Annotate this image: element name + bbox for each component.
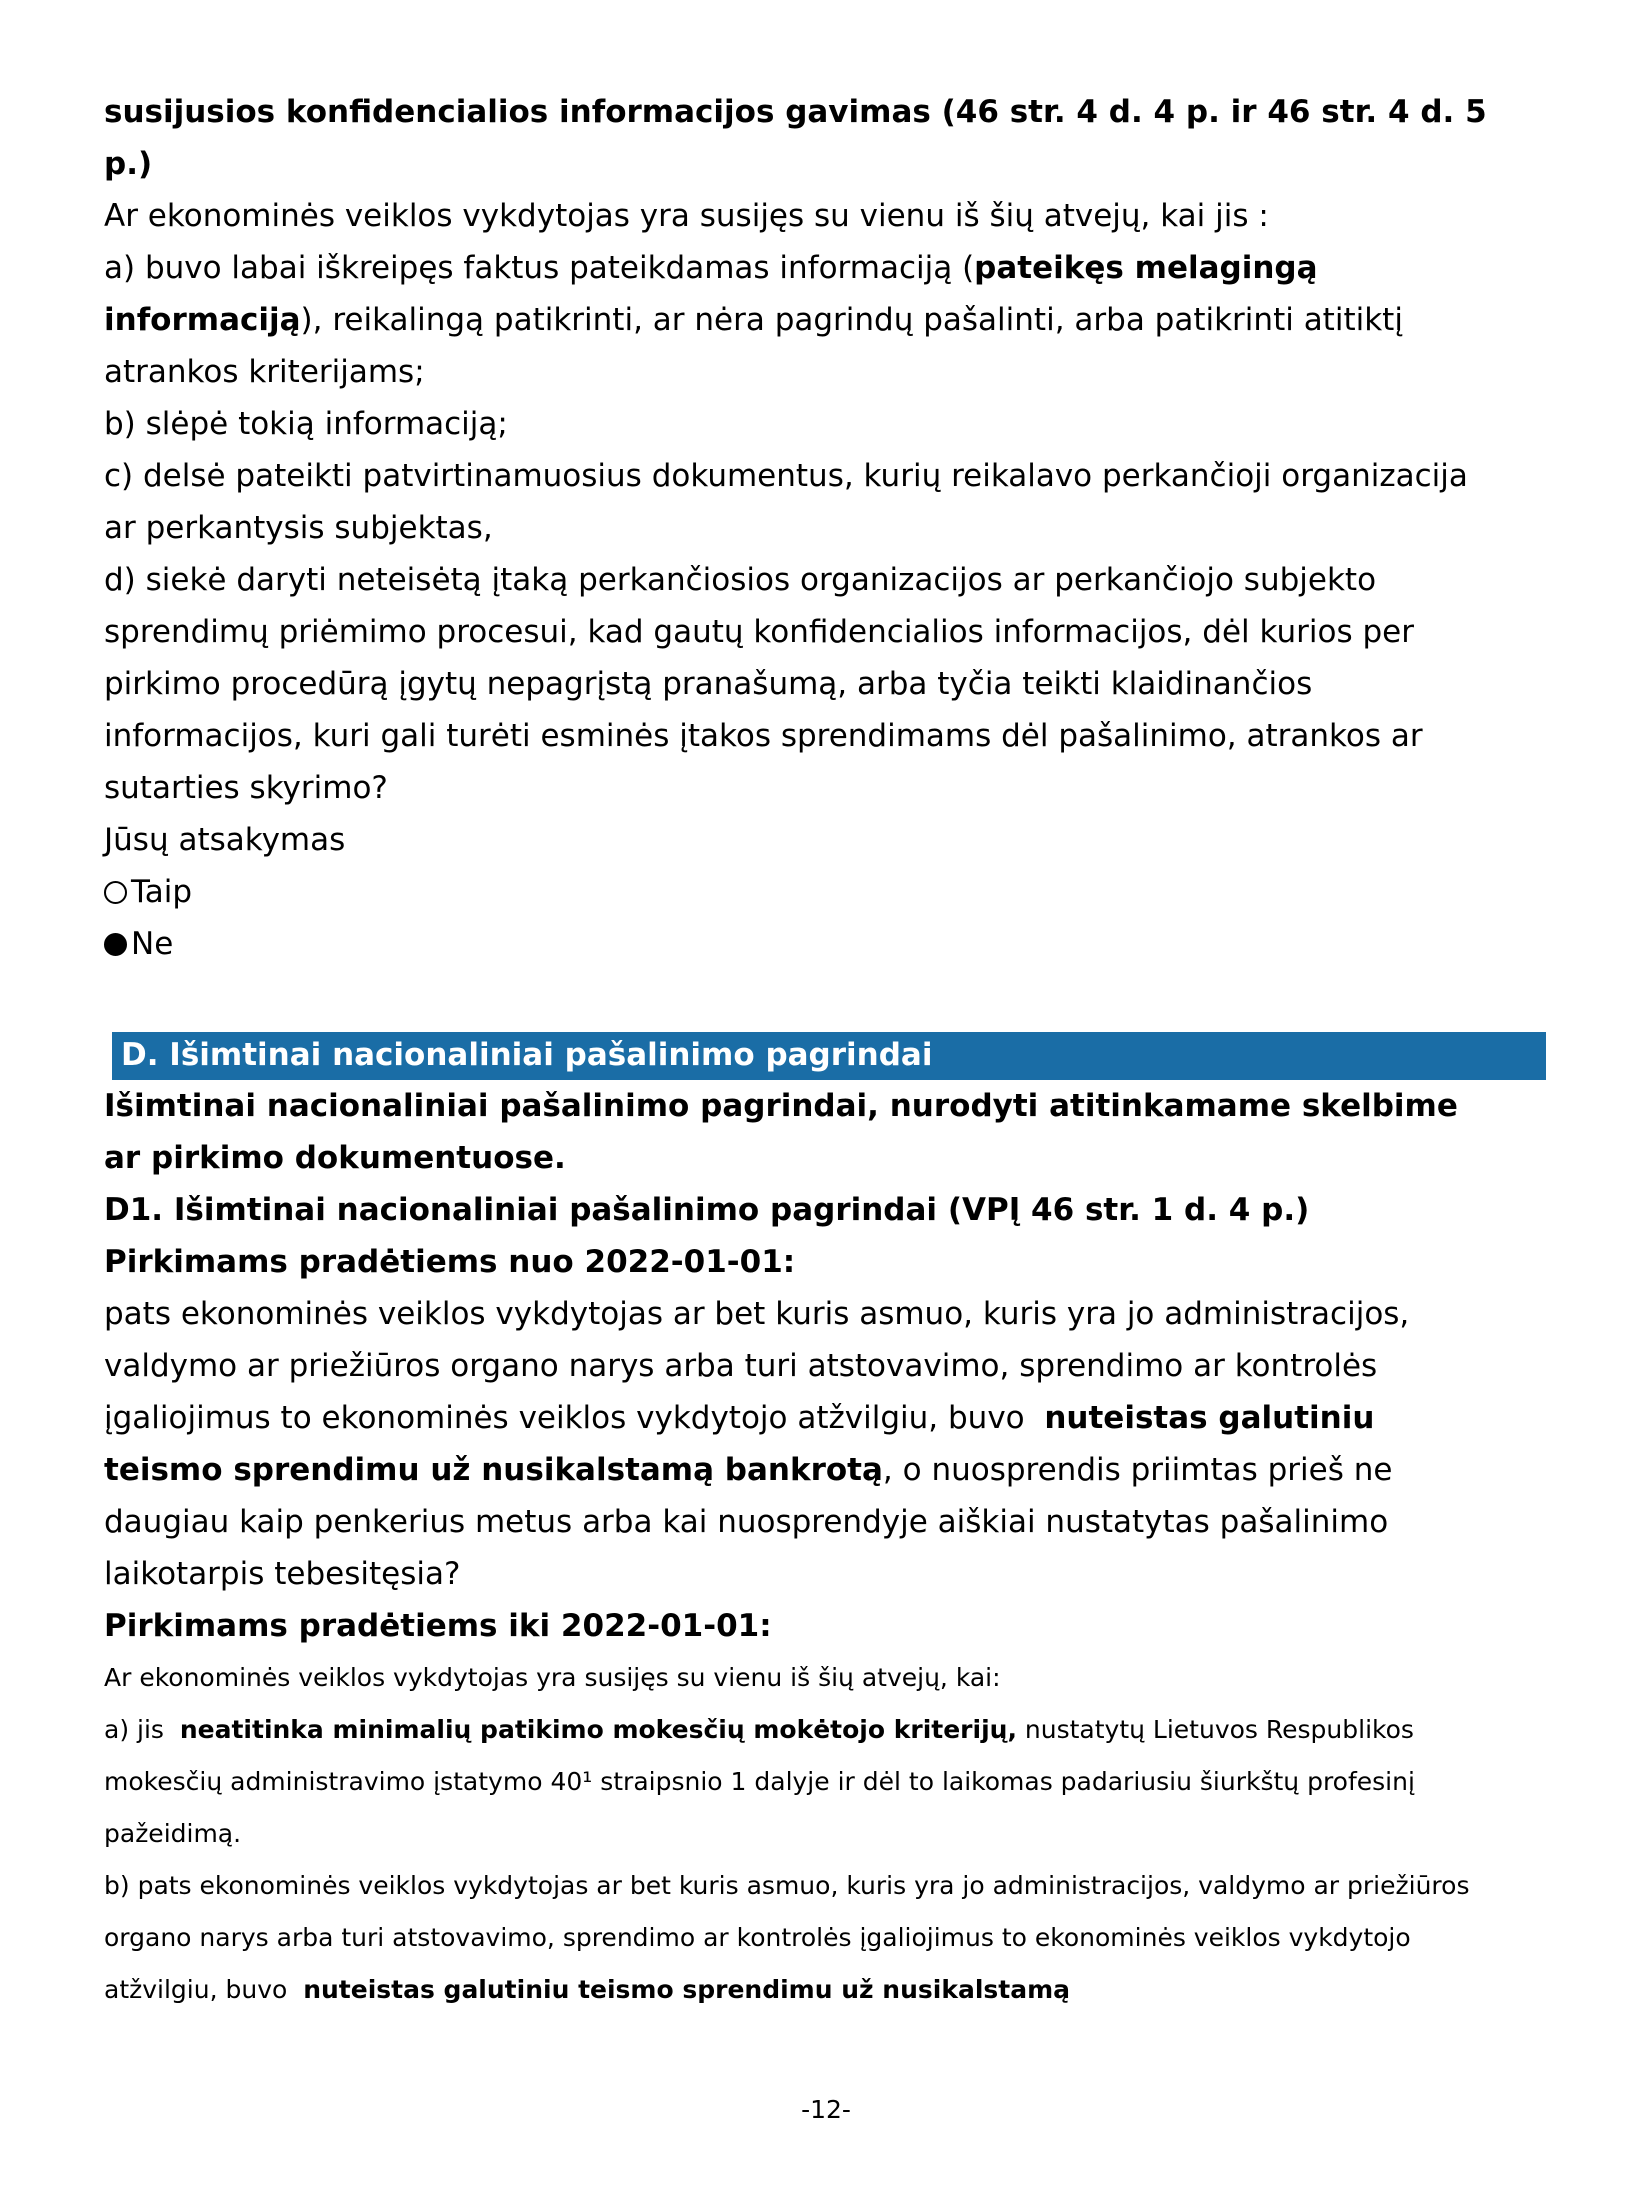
radio-unselected-icon [104,881,127,904]
section-d-intro: Išimtinai nacionaliniai pašalinimo pagrindai, nurodyti atitinkamame skelbime ar pirkimo dokumentuose. [104,1088,1469,1176]
until-item-a-text: a) jis [104,1715,180,1744]
section-d-header-title: D. Išimtinai nacionaliniai pašalinimo pagrindai [121,1037,933,1073]
radio-option-taip[interactable] [104,866,1652,918]
from-2022-text-end: , o nuosprendis priimtas prieš ne daugiau kaip penkerius metus arba kai nuosprendyje aiškiai nustatytas pašalinimo laikotarpis tebesitęsia? [104,1452,1403,1592]
until-2022-label: Pirkimams pradėtiems iki 2022-01-01: [104,1608,772,1644]
section-c-item-a [104,242,1496,398]
item-a-bold-text: pateikęs melagingą informaciją [104,250,1329,338]
radio-option-ne[interactable] [104,918,1652,970]
from-2022-label: Pirkimams pradėtiems nuo 2022-01-01: [104,1244,796,1280]
answer-label: Jūsų atsakymas [104,822,346,858]
until-item-a-text-end: nustatytų Lietuvos Respublikos mokesčių administravimo įstatymo 40¹ straipsnio 1 dalyje ir dėl to laikomas padariusiu šiurkštų profesinį pažeidimą. [104,1715,1423,1848]
radio-selected-icon [104,933,127,956]
item-a-text: a) buvo labai iškreipęs faktus pateikdamas informaciją ( [104,250,975,286]
radio-option-taip-label: Taip [131,874,193,910]
until-item-a-bold-text: neatitinka minimalių patikimo mokesčių mokėtojo kriterijų, [179,1715,1017,1744]
until-2022-item-b [104,1860,1512,2016]
item-a-text-end: ), reikalingą patikrinti, ar nėra pagrindų pašalinti, arba patikrinti atitiktį atrankos kriterijams; [104,302,1413,390]
until-2022-item-a [104,1704,1512,1860]
section-c-question-intro: Ar ekonominės veiklos vykdytojas yra susijęs su vienu iš šių atvejų, kai jis : [104,198,1269,234]
radio-option-ne-label: Ne [131,926,174,962]
from-2022-text: pats ekonominės veiklos vykdytojas ar bet kuris asmuo, kuris yra jo administracijos, valdymo ar priežiūros organo narys arba turi atstovavimo, sprendimo ar kontrolės įgaliojimus to ekonominės veiklos vykdytojo atžvilgiu, buvo [104,1296,1420,1436]
section-c-heading: susijusios konfidencialios informacijos gavimas (46 str. 4 d. 4 p. ir 46 str. 4 d. 5 p.) [104,94,1498,182]
from-2022-bold-text: nuteistas galutiniu teismo sprendimu už nusikalstamą bankrotą [104,1400,1386,1488]
section-d-header-bar [112,1032,1546,1080]
until-item-b-text: b) pats ekonominės veiklos vykdytojas ar bet kuris asmuo, kuris yra jo administracijos, valdymo ar priežiūros organo narys arba turi atstovavimo, sprendimo ar kontrolės įgaliojimus to ekonominės veiklos vykdytojo atžvilgiu, buvo [104,1871,1478,2004]
section-d1-title: D1. Išimtinai nacionaliniai pašalinimo pagrindai (VPĮ 46 str. 1 d. 4 p.) [104,1192,1310,1228]
section-c-item-b: b) slėpė tokią informaciją; [104,406,508,442]
page-number: -12- [801,2095,851,2124]
until-2022-intro: Ar ekonominės veiklos vykdytojas yra susijęs su vienu iš šių atvejų, kai: [104,1663,1001,1692]
from-2022-paragraph [104,1288,1496,1600]
section-c-item-c: c) delsė pateikti patvirtinamuosius dokumentus, kurių reikalavo perkančioji organizacija ar perkantysis subjektas, [104,458,1478,546]
until-item-b-bold-text: nuteistas galutiniu teismo sprendimu už nusikalstamą [303,1975,1071,2004]
section-c-item-d: d) siekė daryti neteisėtą įtaką perkančiosios organizacijos ar perkančiojo subjekto sprendimų priėmimo procesui, kad gautų konfidencialios informacijos, dėl kurios per pirkimo procedūrą įgytų nepagrįstą pranašumą, arba tyčia teikti klaidinančios informacijos, kuri gali turėti esminės įtakos sprendimams dėl pašalinimo, atrankos ar sutarties skyrimo? [104,562,1433,806]
